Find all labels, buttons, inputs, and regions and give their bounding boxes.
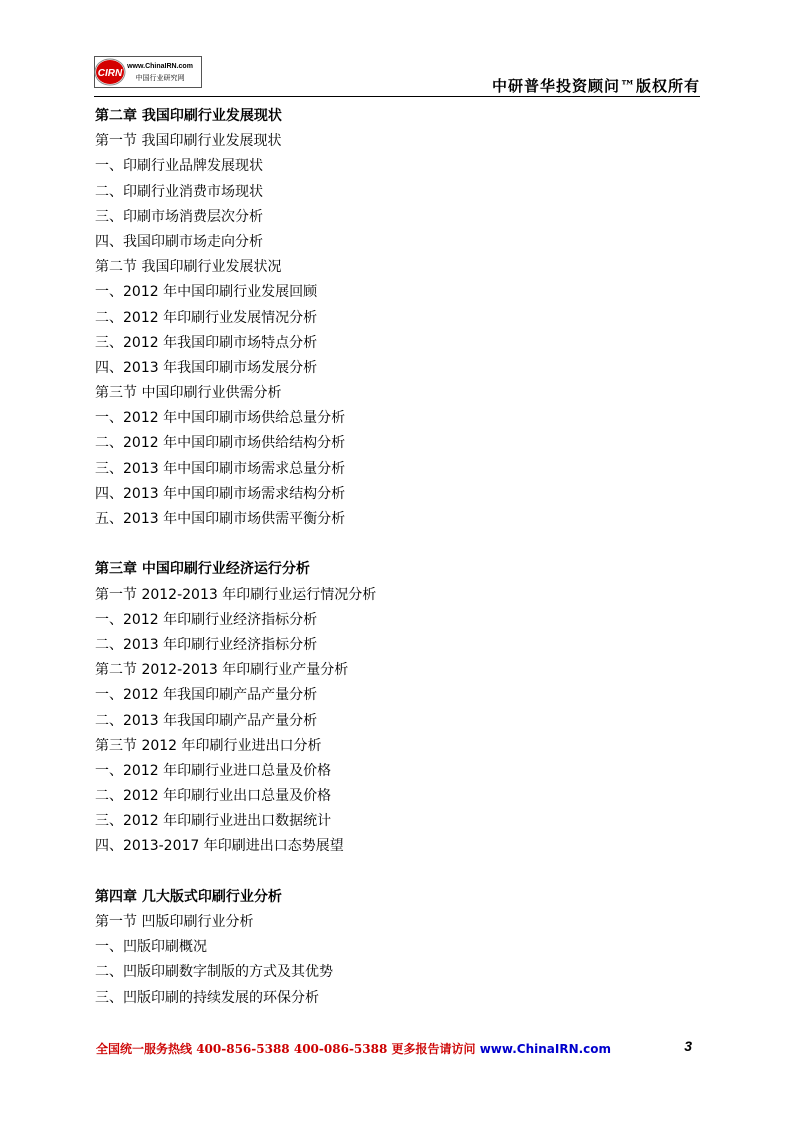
- toc-item: 三、2013 年中国印刷市场需求总量分析: [95, 460, 346, 477]
- toc-item: 五、2013 年中国印刷市场供需平衡分析: [95, 511, 346, 527]
- logo-url: www.ChinaIRN.com: [127, 63, 193, 70]
- toc-item: 二、印刷行业消费市场现状: [95, 183, 263, 200]
- toc-section-heading: 第二节 我国印刷行业发展状况: [95, 259, 282, 276]
- toc-chapter-heading: 第二章 我国印刷行业发展现状: [95, 108, 282, 124]
- toc-item: 一、2012 年印刷行业经济指标分析: [95, 611, 318, 628]
- header-title: 中研普华投资顾问™版权所有: [491, 77, 700, 95]
- toc-item: 三、凹版印刷的持续发展的环保分析: [95, 989, 319, 1006]
- logo-mark: CIRN: [97, 68, 123, 79]
- logo-name: 中国行业研究网: [135, 74, 185, 82]
- footer-phone-2: 400-086-5388: [293, 1042, 388, 1056]
- toc-item: 二、2012 年印刷行业出口总量及价格: [95, 788, 332, 805]
- toc-item: 一、2012 年我国印刷产品产量分析: [95, 687, 318, 704]
- toc-item: 四、2013-2017 年印刷进出口态势展望: [95, 838, 344, 855]
- toc-item: 二、2012 年印刷行业发展情况分析: [95, 309, 318, 326]
- toc-item: 四、我国印刷市场走向分析: [95, 233, 263, 250]
- toc-spacer: [95, 532, 705, 557]
- toc-item: 二、2013 年印刷行业经济指标分析: [95, 636, 318, 653]
- header-rule: [94, 96, 700, 97]
- toc-section-heading: 第二节 2012-2013 年印刷行业产量分析: [95, 662, 349, 679]
- company-logo: [94, 56, 202, 88]
- toc-item: 二、2013 年我国印刷产品产量分析: [95, 712, 318, 729]
- toc-item: 三、2012 年我国印刷市场特点分析: [95, 334, 318, 351]
- toc-section-heading: 第一节 凹版印刷行业分析: [95, 914, 254, 930]
- toc-chapter-heading: 第三章 中国印刷行业经济运行分析: [95, 561, 310, 578]
- toc-item: 四、2013 年我国印刷市场发展分析: [95, 359, 318, 376]
- toc-item: 一、2012 年中国印刷行业发展回顾: [95, 284, 318, 301]
- footer-more-label: 更多报告请访问: [391, 1042, 476, 1056]
- toc-item: 二、2012 年中国印刷市场供给结构分析: [95, 435, 346, 452]
- toc-item: 一、凹版印刷概况: [95, 939, 207, 956]
- toc-item: 三、印刷市场消费层次分析: [95, 208, 263, 225]
- toc-spacer: [95, 860, 705, 885]
- page-number: 3: [684, 1038, 692, 1054]
- footer: [96, 1040, 611, 1057]
- toc-item: 二、凹版印刷数字制版的方式及其优势: [95, 964, 333, 981]
- table-of-contents: [95, 104, 705, 1011]
- toc-chapter-heading: 第四章 几大版式印刷行业分析: [95, 888, 282, 905]
- toc-item: 一、2012 年印刷行业进口总量及价格: [95, 762, 332, 779]
- toc-section-heading: 第一节 2012-2013 年印刷行业运行情况分析: [95, 586, 377, 603]
- toc-section-heading: 第三节 中国印刷行业供需分析: [95, 385, 282, 402]
- toc-section-heading: 第一节 我国印刷行业发展现状: [95, 133, 282, 150]
- footer-phone-1: 400-856-5388: [196, 1042, 290, 1056]
- toc-section-heading: 第三节 2012 年印刷行业进出口分析: [95, 737, 322, 754]
- toc-item: 一、印刷行业品牌发展现状: [95, 158, 263, 175]
- footer-hotline-label: 全国统一服务热线: [96, 1042, 193, 1056]
- toc-item: 一、2012 年中国印刷市场供给总量分析: [95, 410, 346, 427]
- footer-url-link[interactable]: www.ChinaIRN.com: [479, 1042, 612, 1056]
- toc-item: 三、2012 年印刷行业进出口数据统计: [95, 813, 332, 830]
- toc-item: 四、2013 年中国印刷市场需求结构分析: [95, 485, 346, 502]
